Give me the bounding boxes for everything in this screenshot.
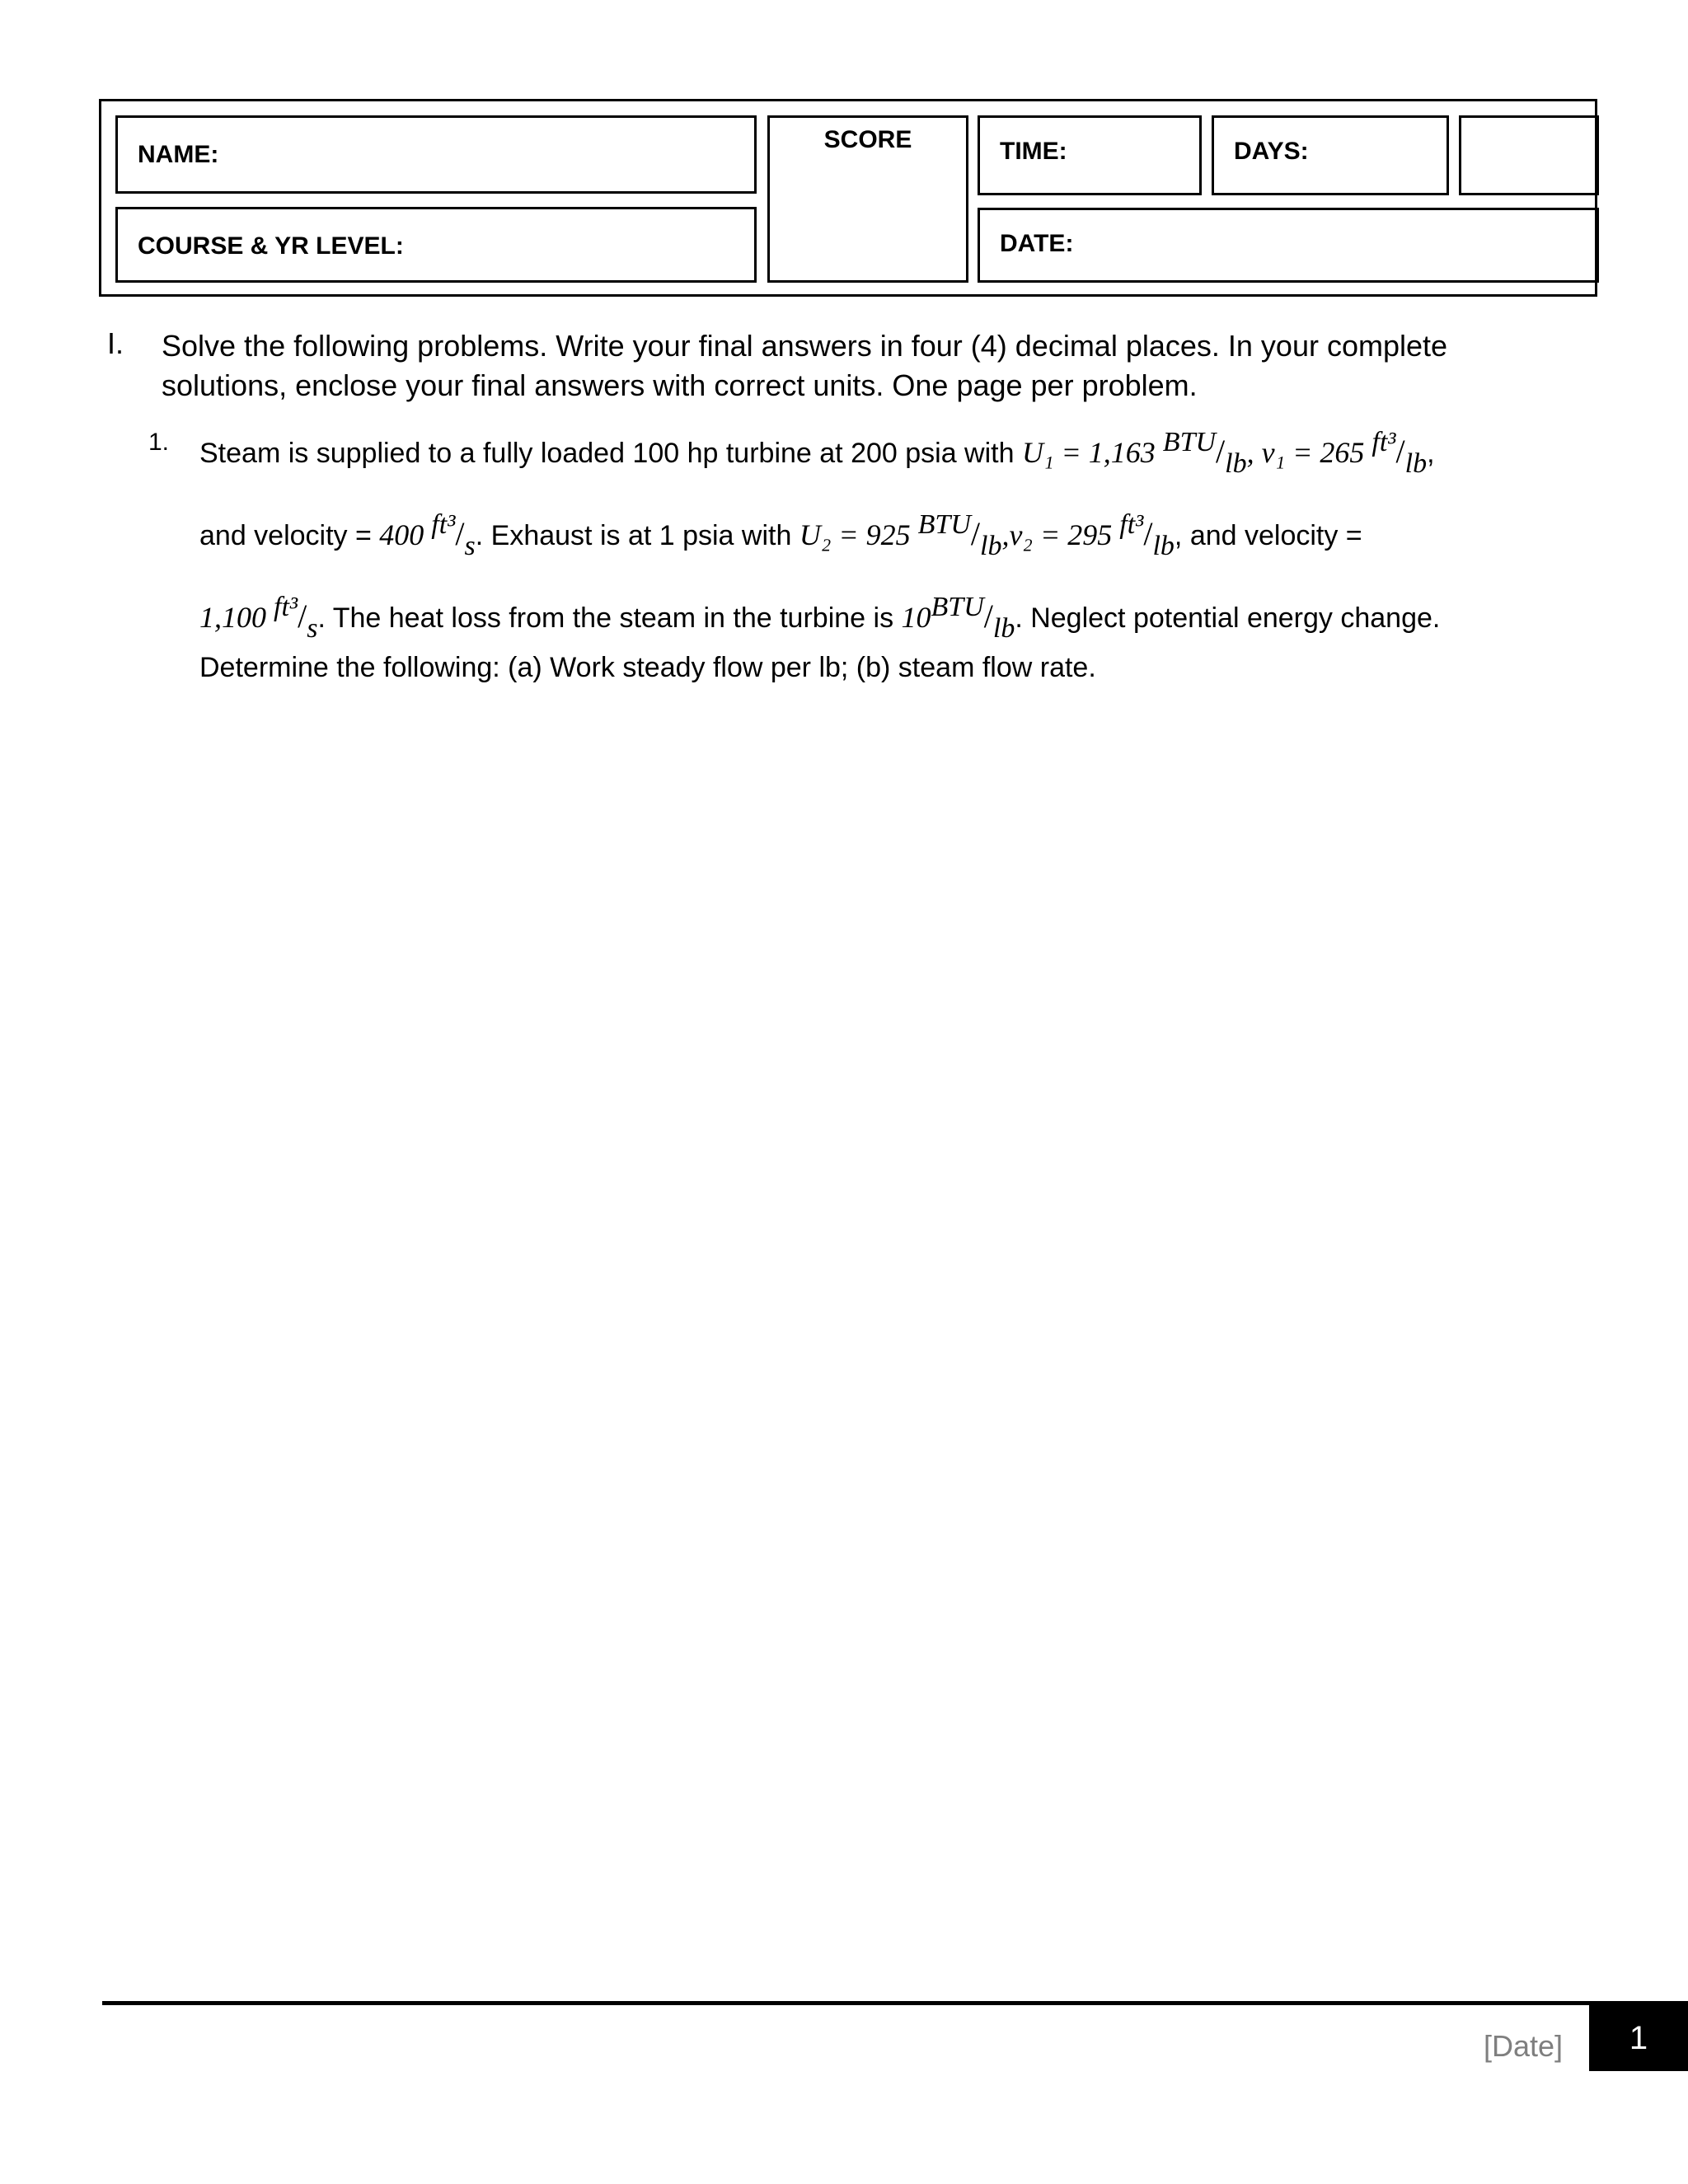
math-lb-1: lb [1225,448,1247,479]
problem-text-2: , [1427,438,1435,469]
fraction-slash: / [1216,433,1226,470]
math-btu-3: BTU [931,592,984,622]
problem-text-3: and velocity = [199,520,380,551]
time-field[interactable] [978,115,1202,195]
section-numeral: I. [107,326,124,360]
problem-number: 1. [148,429,170,456]
problem-text-5: , and velocity = [1174,520,1362,551]
course-field[interactable] [115,207,757,283]
fraction-slash: / [983,598,993,635]
fraction-slash: / [455,515,465,552]
score-field[interactable] [767,115,968,283]
problem-statement [199,412,1551,686]
name-label: NAME: [138,141,219,168]
math-v2: ,v₂ = 295 [1001,518,1120,551]
math-1100: 1,100 [199,601,274,634]
footer-rule [102,2001,1688,2005]
blank-field[interactable] [1459,115,1599,195]
date-field[interactable] [978,208,1599,283]
math-lb-4: lb [1152,531,1175,561]
problem-text-6: . The heat loss from the steam in the turbine is [317,602,902,634]
problem-text-1: Steam is supplied to a fully loaded 100 hp turbine at 200 psia with [199,438,1022,469]
math-lb-5: lb [992,613,1015,644]
time-label: TIME: [1000,138,1067,165]
math-lb-3: lb [980,531,1002,561]
math-ft3-3: ft³ [1119,509,1144,540]
math-10: 10 [901,601,931,634]
fraction-slash: / [970,515,980,552]
fraction-slash: / [298,598,307,635]
problem-text-8: Determine the following: (a) Work steady flow per lb; (b) steam flow rate. [199,652,1096,683]
days-label: DAYS: [1234,138,1309,165]
fraction-slash: / [1395,433,1405,470]
score-label: SCORE [823,126,912,153]
fraction-slash: / [1143,515,1153,552]
date-label: DATE: [1000,230,1074,257]
math-ft3-2: ft³ [431,509,456,540]
header-frame [99,99,1597,297]
math-lb-2: lb [1404,448,1428,479]
math-u1: U₁ = 1,163 [1021,436,1163,469]
math-s-2: s [307,613,318,644]
course-label: COURSE & YR LEVEL: [138,232,404,260]
math-400: 400 [379,518,432,551]
math-btu-2: BTU [917,509,971,540]
math-ft3-1: ft³ [1372,427,1396,457]
footer-date: [Date] [1484,2029,1564,2063]
math-v1: , v₁ = 265 [1246,436,1372,469]
math-s-1: s [464,531,476,561]
math-ft3-4: ft³ [274,592,298,622]
page-number: 1 [1589,2005,1688,2071]
math-btu-1: BTU [1162,427,1217,457]
problem-text-7: . Neglect potential energy change. [1015,602,1441,634]
name-field[interactable] [115,115,757,194]
math-u2: U₂ = 925 [799,518,918,551]
problem-text-4: . Exhaust is at 1 psia with [475,520,799,551]
section-instructions: Solve the following problems. Write your final answers in four (4) decimal places. In your complete solutions, enclose your final answers with correct units. One page per problem. [162,329,1448,402]
days-field[interactable] [1212,115,1449,195]
